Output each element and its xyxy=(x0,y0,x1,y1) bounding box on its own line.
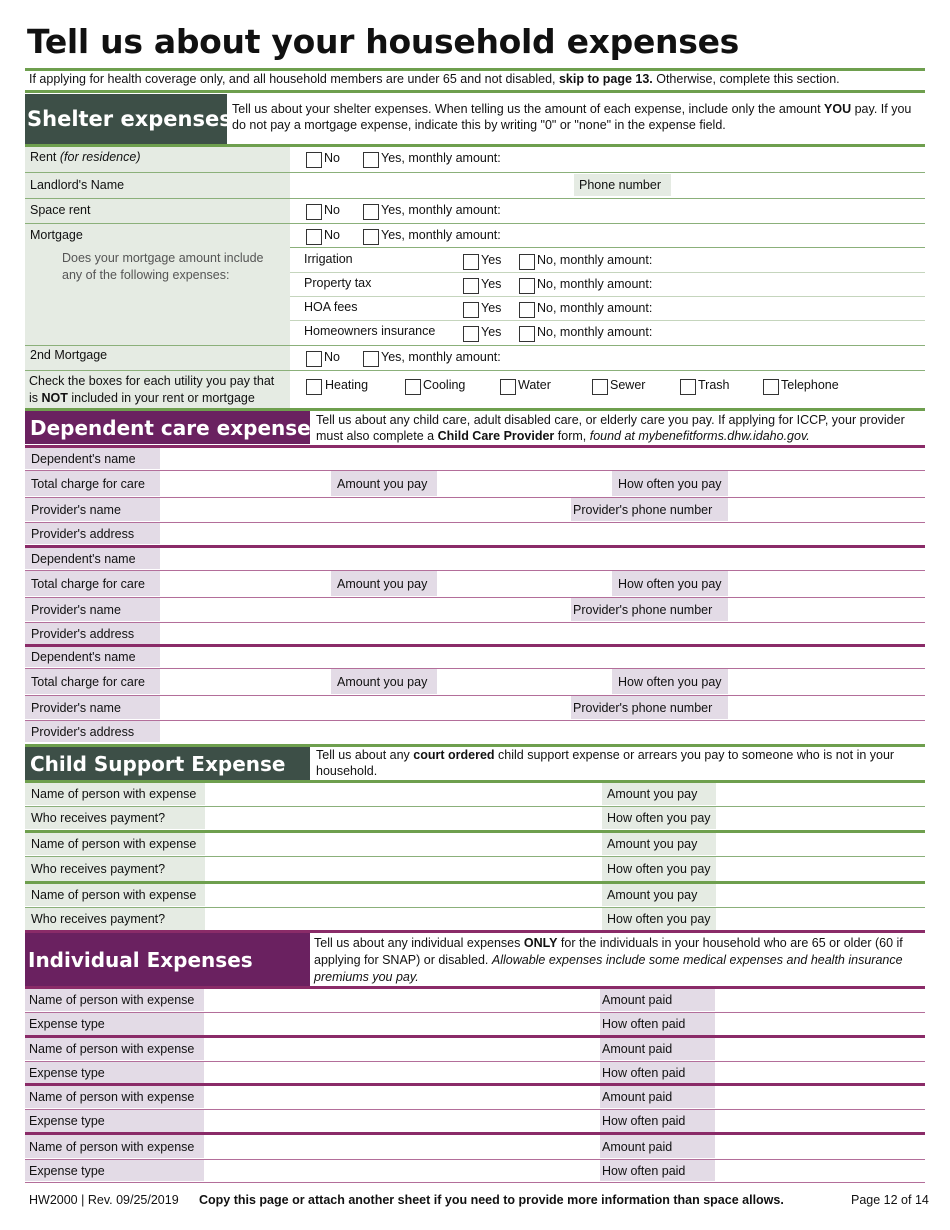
amount-you-pay-label: Amount you pay xyxy=(331,471,437,496)
dependent-name-label: Dependent's name xyxy=(25,448,160,469)
how-often-label: How often you pay xyxy=(612,471,728,496)
provider-phone-field[interactable] xyxy=(730,598,922,621)
cs-how-often-field[interactable] xyxy=(718,857,922,881)
cs-how-often-label: How often you pay xyxy=(602,857,716,881)
hoa-yes-checkbox[interactable] xyxy=(463,302,479,318)
ind-expense-type-field[interactable] xyxy=(206,1160,599,1181)
homeowners-insurance-label: Homeowners insurance xyxy=(304,324,436,338)
rent-label: Rent (for residence) xyxy=(30,150,141,164)
provider-address-field[interactable] xyxy=(162,623,922,644)
cs-receiver-field[interactable] xyxy=(207,908,600,930)
ind-expense-type-label: Expense type xyxy=(25,1013,204,1035)
ind-expense-type-label: Expense type xyxy=(25,1110,204,1132)
ind-amount-field[interactable] xyxy=(717,1135,922,1158)
provider-address-label: Provider's address xyxy=(25,523,160,544)
cs-amount-field[interactable] xyxy=(718,884,922,906)
provider-phone-field[interactable] xyxy=(730,696,922,719)
amount-you-pay-field[interactable] xyxy=(438,471,610,496)
how-often-label: How often you pay xyxy=(612,669,728,694)
intro-text: If applying for health coverage only, and all household members are under 65 and not disabled, skip to page 13. Otherwise, complete this section. xyxy=(29,72,840,86)
amount-you-pay-label: Amount you pay xyxy=(331,669,437,694)
total-charge-field[interactable] xyxy=(162,669,330,694)
insurance-yes-checkbox[interactable] xyxy=(463,326,479,342)
dependent-section-title: Dependent care expenses xyxy=(25,411,310,444)
landlord-phone-label: Phone number xyxy=(574,174,671,196)
ind-person-field[interactable] xyxy=(206,1135,599,1158)
form-id: HW2000 | Rev. 09/25/2019 xyxy=(29,1193,179,1207)
cs-amount-label: Amount you pay xyxy=(602,833,716,855)
trash-checkbox[interactable] xyxy=(680,379,696,395)
property-tax-no-checkbox[interactable] xyxy=(519,278,535,294)
mortgage-label: Mortgage xyxy=(30,228,83,242)
rent-no-checkbox[interactable] xyxy=(306,152,322,168)
provider-phone-label: Provider's phone number xyxy=(571,696,728,719)
how-often-label: How often you pay xyxy=(612,571,728,596)
total-charge-field[interactable] xyxy=(162,471,330,496)
dependent-name-field[interactable] xyxy=(162,548,922,569)
landlord-label: Landlord's Name xyxy=(30,178,125,192)
mortgage-yes-checkbox[interactable] xyxy=(363,229,379,245)
provider-phone-label: Provider's phone number xyxy=(571,498,728,521)
ind-amount-label: Amount paid xyxy=(600,1135,715,1158)
irrigation-no-checkbox[interactable] xyxy=(519,254,535,270)
total-charge-label: Total charge for care xyxy=(25,471,160,496)
how-often-field[interactable] xyxy=(730,571,922,596)
ind-how-often-label: How often paid xyxy=(600,1160,715,1181)
space-rent-amount-field[interactable] xyxy=(515,200,920,222)
water-checkbox[interactable] xyxy=(500,379,516,395)
heating-checkbox[interactable] xyxy=(306,379,322,395)
ind-how-often-label: How often paid xyxy=(600,1062,715,1083)
rent-amount-field[interactable] xyxy=(515,148,920,170)
property-tax-label: Property tax xyxy=(304,276,372,290)
shelter-section-title: Shelter expenses xyxy=(25,94,227,144)
ind-expense-type-field[interactable] xyxy=(206,1062,599,1083)
child-support-description: Tell us about any court ordered child support expense or arrears you pay to someone who is not in your household. xyxy=(316,748,895,778)
total-charge-label: Total charge for care xyxy=(25,669,160,694)
second-mortgage-no-checkbox[interactable] xyxy=(306,351,322,367)
ind-amount-label: Amount paid xyxy=(600,1086,715,1108)
cs-person-field[interactable] xyxy=(207,884,600,906)
space-rent-yes-checkbox[interactable] xyxy=(363,204,379,220)
ind-person-field[interactable] xyxy=(206,1086,599,1108)
second-mortgage-label: 2nd Mortgage xyxy=(30,348,108,362)
footer-note: Copy this page or attach another sheet if you need to provide more information than space allows. xyxy=(199,1193,784,1207)
space-rent-no-checkbox[interactable] xyxy=(306,204,322,220)
provider-name-field[interactable] xyxy=(162,498,567,521)
landlord-phone-field[interactable] xyxy=(673,174,923,197)
landlord-name-field[interactable] xyxy=(292,174,572,197)
ind-how-often-label: How often paid xyxy=(600,1013,715,1035)
amount-you-pay-field[interactable] xyxy=(438,669,610,694)
provider-name-label: Provider's name xyxy=(25,696,160,719)
cs-person-field[interactable] xyxy=(207,833,600,855)
cs-amount-label: Amount you pay xyxy=(602,884,716,906)
total-charge-label: Total charge for care xyxy=(25,571,160,596)
provider-phone-label: Provider's phone number xyxy=(571,598,728,621)
cs-receiver-label: Who receives payment? xyxy=(25,857,205,881)
provider-address-field[interactable] xyxy=(162,523,922,544)
how-often-field[interactable] xyxy=(730,669,922,694)
dependent-name-field[interactable] xyxy=(162,448,922,469)
cs-receiver-field[interactable] xyxy=(207,857,600,881)
ind-person-label: Name of person with expense xyxy=(25,1135,204,1158)
cs-amount-field[interactable] xyxy=(718,783,922,805)
cs-amount-label: Amount you pay xyxy=(602,783,716,805)
provider-address-label: Provider's address xyxy=(25,623,160,644)
ind-person-field[interactable] xyxy=(206,989,599,1011)
space-rent-label: Space rent xyxy=(30,203,91,217)
cs-amount-field[interactable] xyxy=(718,833,922,855)
ind-amount-field[interactable] xyxy=(717,1086,922,1108)
ind-how-often-field[interactable] xyxy=(717,1160,922,1181)
page-title: Tell us about your household expenses xyxy=(27,22,740,61)
property-tax-yes-checkbox[interactable] xyxy=(463,278,479,294)
amount-you-pay-field[interactable] xyxy=(438,571,610,596)
dependent-name-label: Dependent's name xyxy=(25,647,160,667)
insurance-no-checkbox[interactable] xyxy=(519,326,535,342)
ind-amount-field[interactable] xyxy=(717,1038,922,1060)
provider-address-label: Provider's address xyxy=(25,721,160,742)
cs-person-field[interactable] xyxy=(207,783,600,805)
ind-expense-type-label: Expense type xyxy=(25,1160,204,1181)
shelter-description: Tell us about your shelter expenses. When telling us the amount of each expense, include only the amount YOU pay. If you do not pay a mortgage expense, indicate this by writing "0" or "none" in the expense field. xyxy=(232,102,912,132)
ind-person-label: Name of person with expense xyxy=(25,1086,204,1108)
dependent-name-field[interactable] xyxy=(162,647,922,667)
dependent-description: Tell us about any child care, adult disabled care, or elderly care you pay. If applying for ICCP, your provider must also complete a Child Care Provider form, found at mybenefitforms.dhw.idaho.gov. xyxy=(316,413,905,443)
cs-receiver-label: Who receives payment? xyxy=(25,807,205,829)
provider-address-field[interactable] xyxy=(162,721,922,742)
ind-how-often-field[interactable] xyxy=(717,1062,922,1083)
provider-name-field[interactable] xyxy=(162,696,567,719)
ind-expense-type-field[interactable] xyxy=(206,1110,599,1132)
ind-person-field[interactable] xyxy=(206,1038,599,1060)
provider-name-label: Provider's name xyxy=(25,498,160,521)
second-mortgage-yes-checkbox[interactable] xyxy=(363,351,379,367)
cs-how-often-field[interactable] xyxy=(718,807,922,829)
total-charge-field[interactable] xyxy=(162,571,330,596)
ind-person-label: Name of person with expense xyxy=(25,989,204,1011)
cs-person-label: Name of person with expense xyxy=(25,783,205,805)
cs-receiver-label: Who receives payment? xyxy=(25,908,205,930)
how-often-field[interactable] xyxy=(730,471,922,496)
page-number: Page 12 of 14 xyxy=(851,1193,929,1207)
provider-name-field[interactable] xyxy=(162,598,567,621)
mortgage-question: Does your mortgage amount include any of the following expenses: xyxy=(62,251,264,282)
ind-amount-field[interactable] xyxy=(717,989,922,1011)
cooling-checkbox[interactable] xyxy=(405,379,421,395)
mortgage-no-checkbox[interactable] xyxy=(306,229,322,245)
ind-expense-type-field[interactable] xyxy=(206,1013,599,1035)
mortgage-amount-field[interactable] xyxy=(515,225,920,247)
second-mortgage-amount-field[interactable] xyxy=(515,347,920,369)
irrigation-yes-checkbox[interactable] xyxy=(463,254,479,270)
ind-how-often-label: How often paid xyxy=(600,1110,715,1132)
provider-name-label: Provider's name xyxy=(25,598,160,621)
irrigation-label: Irrigation xyxy=(304,252,353,266)
title-divider xyxy=(25,68,925,71)
sewer-checkbox[interactable] xyxy=(592,379,608,395)
utility-label: Check the boxes for each utility you pay that is NOT included in your rent or mortgage xyxy=(29,374,275,405)
ind-how-often-field[interactable] xyxy=(717,1110,922,1132)
cs-receiver-field[interactable] xyxy=(207,807,600,829)
ind-amount-label: Amount paid xyxy=(600,989,715,1011)
ind-expense-type-label: Expense type xyxy=(25,1062,204,1083)
individual-description: Tell us about any individual expenses ONLY for the individuals in your household who are 65 or older (60 if applying for SNAP) or disabled. Allowable expenses include some medical expenses and health insurance premiums you pay. xyxy=(314,936,903,984)
ind-how-often-field[interactable] xyxy=(717,1013,922,1035)
hoa-no-checkbox[interactable] xyxy=(519,302,535,318)
ind-amount-label: Amount paid xyxy=(600,1038,715,1060)
provider-phone-field[interactable] xyxy=(730,498,922,521)
dependent-name-label: Dependent's name xyxy=(25,548,160,569)
cs-how-often-field[interactable] xyxy=(718,908,922,930)
child-support-section-title: Child Support Expense xyxy=(25,747,310,780)
rent-yes-checkbox[interactable] xyxy=(363,152,379,168)
cs-person-label: Name of person with expense xyxy=(25,884,205,906)
individual-section-title: Individual Expenses xyxy=(25,933,310,986)
hoa-fees-label: HOA fees xyxy=(304,300,358,314)
cs-person-label: Name of person with expense xyxy=(25,833,205,855)
telephone-checkbox[interactable] xyxy=(763,379,779,395)
ind-person-label: Name of person with expense xyxy=(25,1038,204,1060)
cs-how-often-label: How often you pay xyxy=(602,908,716,930)
cs-how-often-label: How often you pay xyxy=(602,807,716,829)
amount-you-pay-label: Amount you pay xyxy=(331,571,437,596)
